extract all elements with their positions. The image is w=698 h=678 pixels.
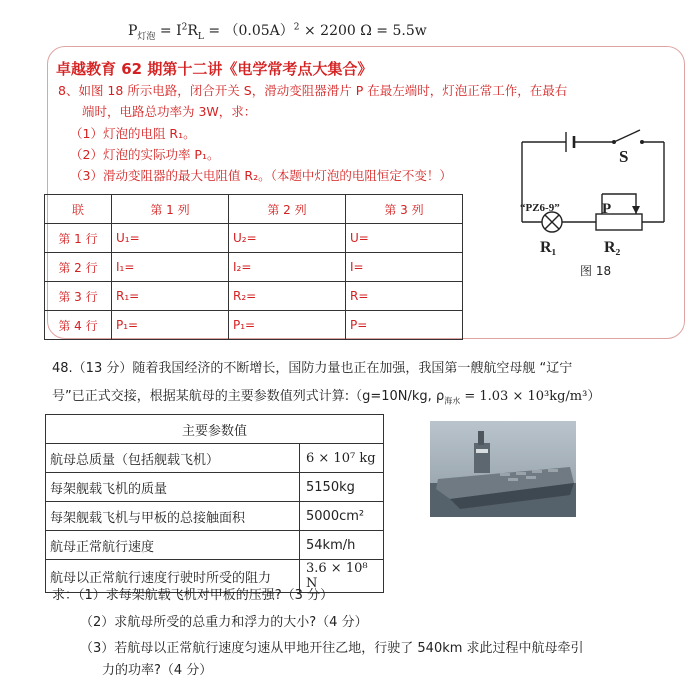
q8-sub1: （1）灯泡的电阻 R₁。 [70, 126, 196, 141]
r2-label: R₂ [604, 239, 621, 256]
row-header: 第 2 行 [45, 253, 112, 282]
table-row [46, 415, 384, 444]
ask-1: 求：（1）求每架航载飞机对甲板的压强?（3 分） [52, 588, 334, 603]
carrier-params-table [45, 414, 384, 593]
table-cell: U₁= [112, 224, 229, 253]
table-cell: I= [346, 253, 463, 282]
table-cell: U= [346, 224, 463, 253]
table-row [46, 502, 384, 531]
table-cell: P= [346, 311, 463, 340]
switch-label: S [619, 147, 629, 166]
row-header: 第 4 行 [45, 311, 112, 340]
power-formula: $P_{灯泡} = I^2R_L = (0.05A)^2 \times 2200$ Ω = 5.5w [128, 22, 427, 42]
param-name: 每架舰载飞机与甲板的总接触面积 [46, 502, 300, 531]
table-row [45, 311, 463, 340]
q8-sub3: （3）滑动变阻器的最大电阻值 R₂。（本题中灯泡的电阻恒定不变！） [70, 168, 452, 183]
param-value: 6 × 10⁷ kg [300, 444, 384, 473]
param-value: 3.6 × 10⁸ N [300, 560, 384, 593]
param-value: 54km/h [300, 531, 384, 560]
q8-sub2: （2）灯泡的实际功率 P₁。 [70, 147, 220, 162]
figure-caption: 图 18 [580, 264, 612, 278]
row-header: 第 3 行 [45, 282, 112, 311]
aircraft-carrier-photo [430, 421, 576, 517]
params-header: 主要参数值 [46, 415, 384, 444]
table-row [45, 253, 463, 282]
table-cell: I₁= [112, 253, 229, 282]
island-superstructure [474, 443, 490, 473]
lamp-rating: “PZ6-9” [520, 202, 560, 214]
switch-blade [614, 130, 640, 142]
table-cell: R₁= [112, 282, 229, 311]
table-header-row [45, 195, 463, 224]
table-cell: P₁= [112, 311, 229, 340]
lecture-title: 卓越教育 62 期第十二讲《电学常考点大集合》 [56, 60, 373, 78]
q48-line2: 号”已正式交接，根据某航母的主要参数值列式计算:（g=10N/kg, $\rho_{海水} = 1.03 \times 10^3kg/m^3$） [52, 389, 601, 406]
slider-arrow-icon [632, 206, 640, 214]
param-name: 航母正常航行速度 [46, 531, 300, 560]
q8-line1: 8、如图 18 所示电路，闭合开关 S，滑动变阻器滑片 P 在最左端时，灯泡正常工作，在最右 [58, 83, 568, 98]
table-header: 第 3 列 [346, 195, 463, 224]
r1-label: R₁ [540, 239, 557, 256]
q8-line2: 端时，电路总功率为 3W，求： [82, 104, 257, 119]
param-name: 航母以正常航行速度行驶时所受的阻力 [46, 560, 300, 593]
table-row [46, 444, 384, 473]
analysis-table [44, 194, 463, 340]
table-cell: I₂= [229, 253, 346, 282]
param-name: 航母总质量（包括舰载飞机） [46, 444, 300, 473]
table-row [46, 473, 384, 502]
row-header: 第 1 行 [45, 224, 112, 253]
q48-line1: 48.（13 分）随着我国经济的不断增长，国防力量也正在加强，我国第一艘航空母舰 “辽宁 [52, 361, 573, 376]
circuit-diagram [518, 122, 668, 280]
table-cell: P₁= [229, 311, 346, 340]
ask-2: （2）求航母所受的总重力和浮力的大小?（4 分） [80, 615, 368, 630]
table-row [46, 531, 384, 560]
table-cell: R₂= [229, 282, 346, 311]
ask-3: （3）若航母以正常航行速度匀速从甲地开往乙地，行驶了 540km 求此过程中航母牵引 [80, 641, 584, 656]
table-header: 联 [45, 195, 112, 224]
table-header: 第 2 列 [229, 195, 346, 224]
slider-label: P [602, 201, 612, 217]
table-cell: U₂= [229, 224, 346, 253]
ask-3-cont: 力的功率?（4 分） [102, 663, 213, 678]
table-row [45, 282, 463, 311]
param-name: 每架舰载飞机的质量 [46, 473, 300, 502]
param-value: 5150kg [300, 473, 384, 502]
param-value: 5000cm² [300, 502, 384, 531]
table-cell: R= [346, 282, 463, 311]
table-row [45, 224, 463, 253]
table-header: 第 1 列 [112, 195, 229, 224]
